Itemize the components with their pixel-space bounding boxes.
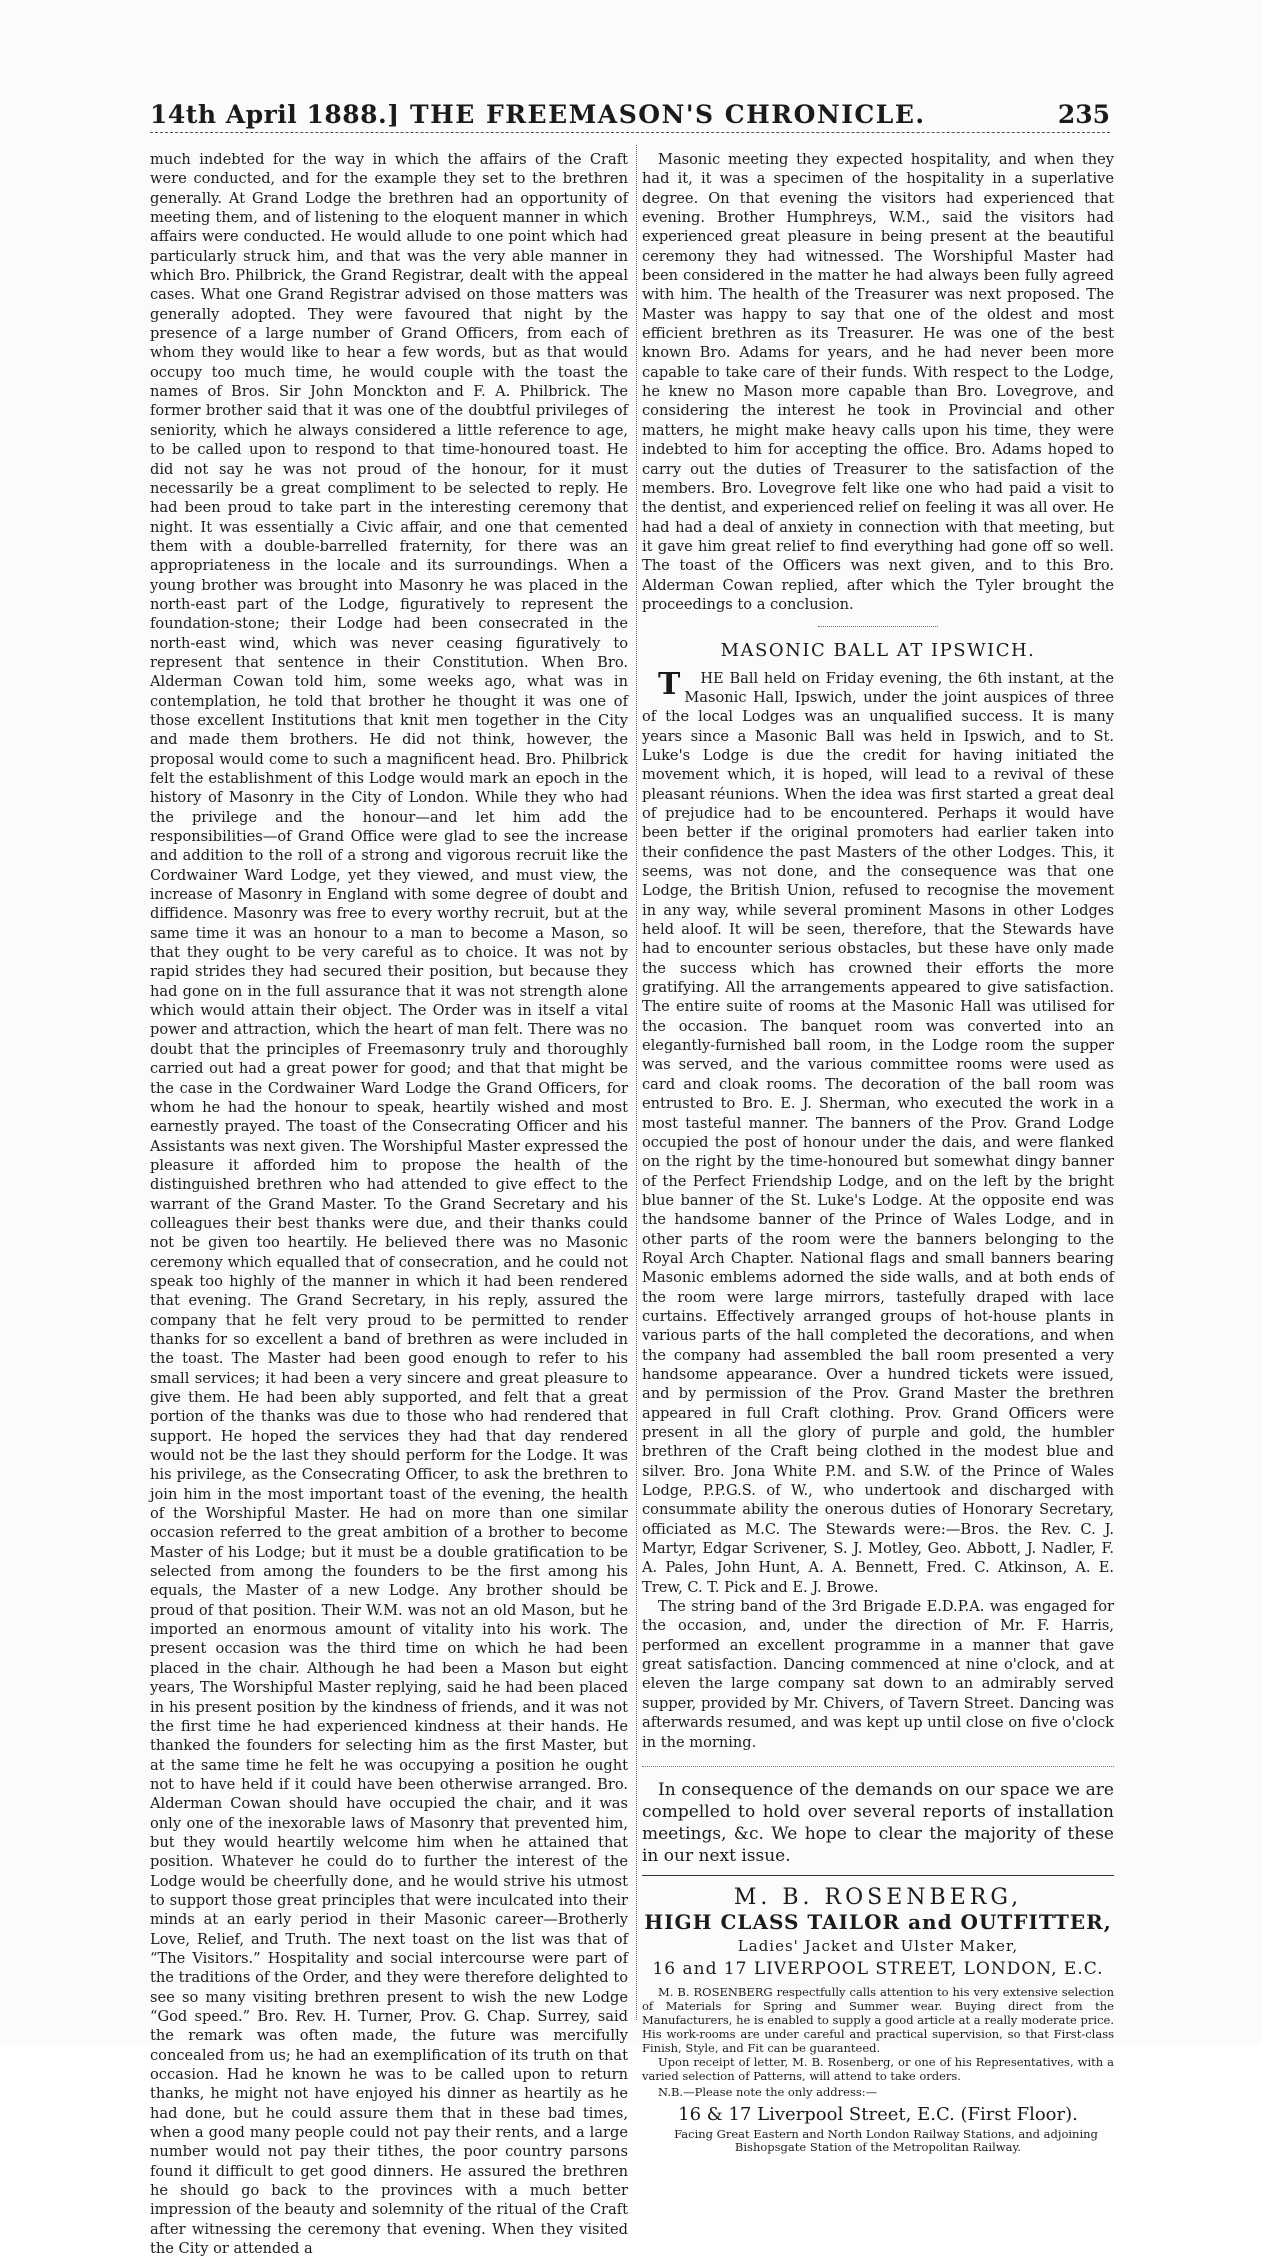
space-notice: In consequence of the demands on our space we are compelled to hold over several reports of installation meetings, &c. We hope to clear the majority of these in our next issue. bbox=[642, 1779, 1114, 1866]
notice-divider bbox=[642, 1766, 1114, 1767]
page-number: 235 bbox=[1057, 100, 1110, 129]
ad-post-note: Upon receipt of letter, M. B. Rosenberg, or one of his Representatives, with a varied selection of Patterns, will attend to take orders. bbox=[642, 2055, 1114, 2084]
ad-trade: HIGH CLASS TAILOR and OUTFITTER, bbox=[644, 1910, 1112, 1935]
section-divider bbox=[818, 626, 938, 627]
ad-address: 16 and 17 LIVERPOOL STREET, LONDON, E.C. bbox=[652, 1958, 1104, 1979]
ball-article-text: HE Ball held on Friday evening, the 6th instant, at the Masonic Hall, Ipswich, under the joint auspices of three of the local Lodges was an unqualified success. It is many years since a Masonic Ball was held in Ipswich, and to St. Luke's Lodge is due the credit for having initiated the movement which, it is hoped, will lead to a revival of these pleasant réunions. When the idea was first started a great deal of prejudice had to be encountered. Perhaps it would have been better if the original promoters had earlier taken into their confidence the past Masters of the other Lodges. This, it seems, was not done, and the consequence was that one Lodge, the British Union, refused to recognise the movement in any way, while several prominent Masons in other Lodges held aloof. It will be seen, therefore, that the Stewards have had to encounter serious obstacles, but these have only made the success which has crowned their efforts the more gratifying. All the arrangements appeared to give satisfaction. The entire suite of rooms at the Masonic Hall was utilised for the occasion. The banquet room was converted into an elegantly-furnished ball room, in the Lodge room the supper was served, and the various committee rooms were used as card and cloak rooms. The decoration of the ball room was entrusted to Bro. E. J. Sherman, who executed the work in a most tasteful manner. The banners of the Prov. Grand Lodge occupied the post of honour under the dais, and were flanked on the right by the time-honoured but somewhat dingy banner of the Perfect Friendship Lodge, and on the left by the bright blue banner of the St. Luke's Lodge. At the opposite end was the handsome banner of the Prince of Wales Lodge, and in other parts of the room were the banners belonging to the Royal Arch Chapter. National flags and small banners bearing Masonic emblems adorned the side walls, and at both ends of the room were large mirrors, tastefully draped with lace curtains. Effectively arranged groups of hot-house plants in various parts of the hall completed the decorations, and when the company had assembled the ball room presented a very handsome appearance. Over a hundred tickets were issued, and by permission of the Prov. Grand Master the brethren appeared in full Craft clothing. Prov. Grand Officers were present in all the glory of purple and gold, the humbler brethren of the Craft being clothed in the modest blue and silver. Bro. Jona White P.M. and S.W. of the Prince of Wales Lodge, P.P.G.S. of W., who undertook and discharged with consummate ability the onerous duties of Honorary Secretary, officiated as M.C. The Stewards were:—Bros. the Rev. C. J. Martyr, Edgar Scrivener, S. J. Motley, Geo. Abbott, J. Nadler, F. A. Pales, John Hunt, A. A. Bennett, Fred. C. Atkinson, A. E. Trew, C. T. Pick and E. J. Browe. bbox=[642, 669, 1114, 1596]
ad-floor-address: 16 & 17 Liverpool Street, E.C. (First Floor). bbox=[678, 2103, 1078, 2125]
consecration-report-continuation: Masonic meeting they expected hospitality, and when they had it, it was a specimen of the hospitality in a superlative degree. On that evening the visitors had experienced that evening. Brother Humphreys, W.M., said the visitors had experienced great pleasure in being present at the beautiful ceremony they had witnessed. The Worshipful Master had been considered in the matter he had always been fully agreed with him. The health of the Treasurer was next proposed. The Master was happy to say that one of the oldest and most efficient brethren as its Treasurer. He was one of the best known Bro. Adams for years, and he had never been more capable to take care of their funds. With respect to the Lodge, he knew no Mason more capable than Bro. Lovegrove, and considering the interest he took in Provincial and other matters, he might make heavy calls upon his time, they were indebted to him for accepting the office. Bro. Adams hoped to carry out the duties of Treasurer to the satisfaction of the members. Bro. Lovegrove felt like one who had paid a visit to the dentist, and experienced relief on feeling it was all over. He had had a deal of anxiety in connection with that meeting, but it gave him great relief to find everything had gone off so well. The toast of the Officers was next given, and to this Bro. Alderman Cowan replied, after which the Tyler brought the proceedings to a conclusion. bbox=[642, 151, 1114, 613]
header-rule bbox=[150, 132, 1110, 133]
page-header bbox=[150, 100, 1110, 140]
ad-subtitle: Ladies' Jacket and Ulster Maker, bbox=[737, 1936, 1019, 1955]
left-column-text: much indebted for the way in which the affairs of the Craft were conducted, and for the example they set to the brethren generally. At Grand Lodge the brethren had an opportunity of meeting them, and of listening to the eloquent manner in which affairs were conducted. He would allude to one point which had particularly struck him, and that was the very able manner in which Bro. Philbrick, the Grand Registrar, dealt with the appeal cases. What one Grand Registrar advised on those matters was generally adopted. They were favoured that night by the presence of a large number of Grand Officers, from each of whom they would like to hear a few words, but as that would occupy too much time, he would couple with the toast the names of Bros. Sir John Monckton and F. A. Philbrick. The former brother said that it was one of the doubtful privileges of seniority, which he always considered a little reference to age, to be called upon to respond to that time-honoured toast. He did not say he was not proud of the honour, for it must necessarily be a great compliment to be selected to reply. He had been proud to take part in the interesting ceremony that night. It was essentially a Civic affair, and one that cemented them with a double-barrelled fraternity, for there was an appropriateness in the locale and its surroundings. When a young brother was brought into Masonry he was placed in the north-east part of the Lodge, figuratively to represent the foundation-stone; their Lodge had been consecrated in the north-east wind, which was never ceasing figuratively to represent that sentence in their Constitution. When Bro. Alderman Cowan told him, some weeks ago, what was in contemplation, he told that brother he thought it was one of those excellent Institutions that knit men together in the City and made them brothers. He did not think, however, the proposal would come to such a magnificent head. Bro. Philbrick felt the establishment of this Lodge would mark an epoch in the history of Masonry in the City of London. While they who had the privilege and the honour—and let him add the responsibilities—of Grand Office were glad to see the increase and addition to the roll of a strong and vigorous recruit like the Cordwainer Ward Lodge, yet they viewed, and must view, the increase of Masonry in England with some degree of doubt and diffidence. Masonry was free to every worthy recruit, but at the same time it was an honour to a man to become a Mason, so that they ought to be very careful as to choice. It was not by rapid strides they had secured their position, but because they had gone on in the full assurance that it was not strength alone which would attain their object. The Order was in itself a vital power and attraction, which the heart of man felt. There was no doubt that the principles of Freemasonry truly and thoroughly carried out had a great power for good; and that that might be the case in the Cordwainer Ward Lodge the Grand Officers, for whom he had the honour to speak, heartily wished and most earnestly prayed. The toast of the Consecrating Officer and his Assistants was next given. The Worshipful Master expressed the pleasure it afforded him to propose the health of the distinguished brethren who had attended to give effect to the warrant of the Grand Master. To the Grand Secretary and his colleagues their best thanks were due, and their thanks could not be given too heartily. He believed there was no Masonic ceremony which equalled that of consecration, and he could not speak too highly of the manner in which it had been rendered that evening. The Grand Secretary, in his reply, assured the company that he felt very proud to be permitted to render thanks for so excellent a band of brethren as were included in the toast. The Master had been good enough to refer to his small services; it had been a very sincere and great pleasure to give them. He had been ably supported, and felt that a great portion of the thanks was due to those who had rendered that support. He hoped the services they had that day rendered would not be the last they should perform for the Lodge. It was his privilege, as the Consecrating Officer, to ask the brethren to join him in the most important toast of the evening, the health of the Worshipful Master. He had on more than one similar occasion referred to the great ambition of a brother to become Master of his Lodge; but it must be a double gratification to be selected from among the founders to be the first among his equals, the Master of a new Lodge. Any brother should be proud of that position. Their W.M. was not an old Mason, but he imported an enormous amount of vitality into his work. The present occasion was the third time on which he had been placed in the chair. Although he had been a Mason but eight years, The Worshipful Master replying, said he had been placed in his present position by the kindness of friends, and it was not the first time he had experienced kindness at their hands. He thanked the founders for selecting him as the first Master, but at the same time he felt he was occupying a position he ought not to have held if it could have been otherwise arranged. Bro. Alderman Cowan should have occupied the chair, and it was only one of the inexorable laws of Masonry that prevented him, but they would heartily welcome him when he attained that position. Whatever he could do to further the interest of the Lodge would be cheerfully done, and he would strive his utmost to support those great principles that were inculcated into their minds at an early period in their Masonic career—Brotherly Love, Relief, and Truth. The next toast on the list was that of “The Visitors.” Hospitality and social intercourse were part of the traditions of the Order, and they were therefore delighted to see so many visiting brethren present to wish the new Lodge “God speed.” Bro. Rev. H. Turner, Prov. G. Chap. Surrey, said the remark was often made, the future was mercifully concealed from us; he had an exemplification of its truth on that occasion. Had he known he was to be called upon to return thanks, he might not have enjoyed his dinner as heartily as he had done, but he could assure them that in these bad times, when a good many people could not pay their rents, and a large number would not pay their tithes, the poor country parsons found it difficult to get good dinners. He assured the brethren he should go back to the provinces with a much better impression of the beauty and solemnity of the ritual of the Craft after witnessing the ceremony that evening. When they visited the City or attended a bbox=[150, 151, 628, 2258]
publication-title: THE FREEMASON'S CHRONICLE. bbox=[410, 100, 926, 129]
issue-date: 14th April 1888.] bbox=[150, 100, 400, 129]
ball-article-body bbox=[642, 666, 1114, 1598]
drop-cap: T bbox=[658, 666, 681, 702]
advertisement-rule bbox=[642, 1875, 1114, 1876]
ad-nb: N.B.—Please note the only address:— bbox=[658, 2085, 878, 2100]
left-column bbox=[150, 150, 628, 2258]
ball-article-body-2: The string band of the 3rd Brigade E.D.P.A. was engaged for the occasion, and, under the direction of Mr. F. Harris, performed an excellent programme in a manner that gave great satisfaction. Dancing commenced at nine o'clock, and at eleven the large company sat down to an admirably served supper, provided by Mr. Chivers, of Tavern Street. Dancing was afterwards resumed, and was kept up until close on five o'clock in the morning. bbox=[642, 1598, 1114, 1751]
column-divider bbox=[636, 145, 637, 2020]
ad-facing: Facing Great Eastern and North London Railway Stations, and adjoining Bishopsgate Station of the Metropolitan Railway. bbox=[674, 2126, 1098, 2154]
tailor-advertisement bbox=[642, 1884, 1114, 2154]
ad-body: M. B. ROSENBERG respectfully calls attention to his very extensive selection of Materials for Spring and Summer wear. Buying direct from the Manufacturers, he is enabled to supply a good article at a really moderate price. His work-rooms are under careful and practical supervision, so that First-class Finish, Style, and Fit can be guaranteed. bbox=[642, 1985, 1114, 2056]
ball-article-title: MASONIC BALL AT IPSWICH. bbox=[720, 640, 1036, 662]
right-column bbox=[642, 150, 1114, 2154]
ad-name: M. B. ROSENBERG, bbox=[733, 1884, 1023, 1910]
